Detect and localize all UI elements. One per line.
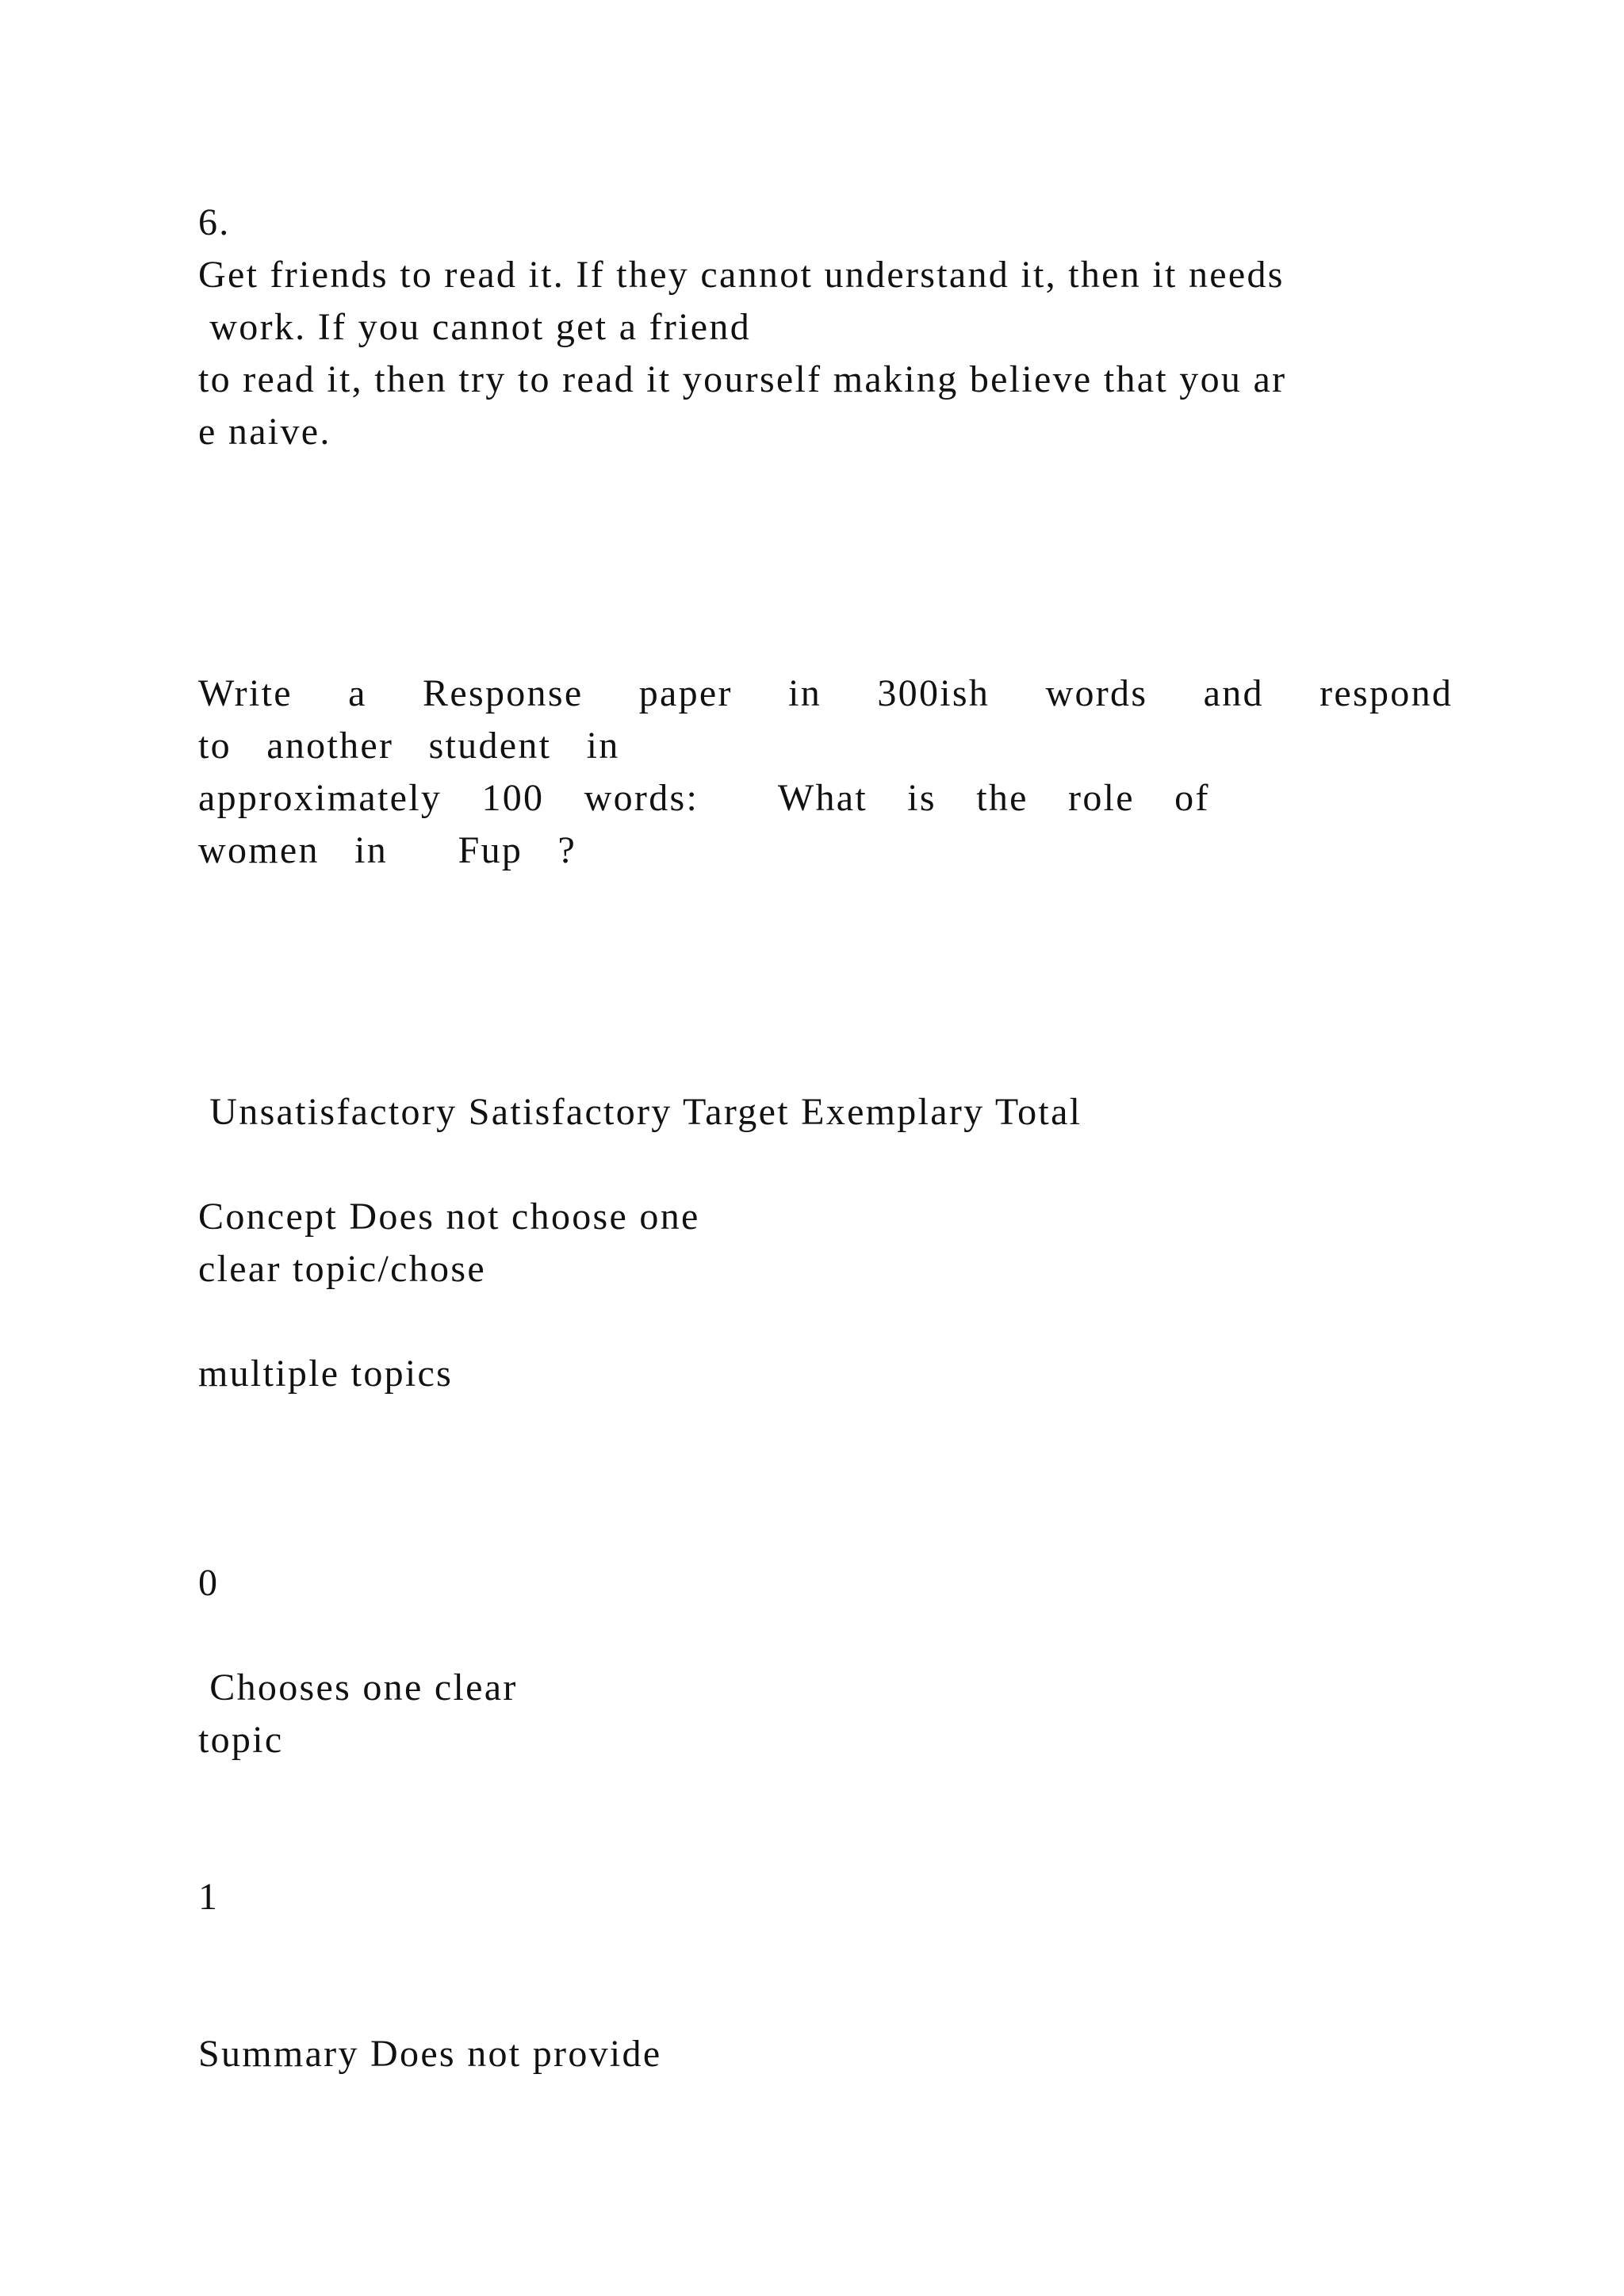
rubric-concept-unsatisfactory-line-3: multiple topics [198, 1353, 454, 1395]
item6-line-1: Get friends to read it. If they cannot understand it, then it needs [198, 254, 1285, 296]
item6-line-4: e naive. [198, 411, 331, 453]
item6-line-3: to read it, then try to read it yourself making believe that you ar [198, 358, 1287, 400]
prompt-line-1: Write a Response paper in 300ish words and respond [198, 672, 1454, 714]
rubric-summary-unsatisfactory-line-1: Summary Does not provide [198, 2033, 662, 2075]
prompt-line-3: approximately 100 words: What is the role of [198, 777, 1210, 819]
rubric-header: Unsatisfactory Satisfactory Target Exemplary Total [198, 1091, 1082, 1133]
rubric-concept-unsatisfactory-line-2: clear topic/chose [198, 1248, 486, 1290]
rubric-concept-unsatisfactory-points: 0 [198, 1562, 220, 1604]
rubric-concept-satisfactory-line-2: topic [198, 1719, 284, 1761]
rubric-concept-satisfactory-points: 1 [198, 1876, 220, 1918]
rubric-concept-unsatisfactory-line-1: Concept Does not choose one [198, 1196, 700, 1238]
rubric-concept-satisfactory-line-1: Chooses one clear [198, 1667, 518, 1709]
item6-line-2: work. If you cannot get a friend [198, 306, 752, 348]
prompt-line-2: to another student in [198, 725, 620, 767]
item-number: 6. [198, 201, 231, 243]
prompt-line-4: women in Fup ? [198, 829, 577, 871]
